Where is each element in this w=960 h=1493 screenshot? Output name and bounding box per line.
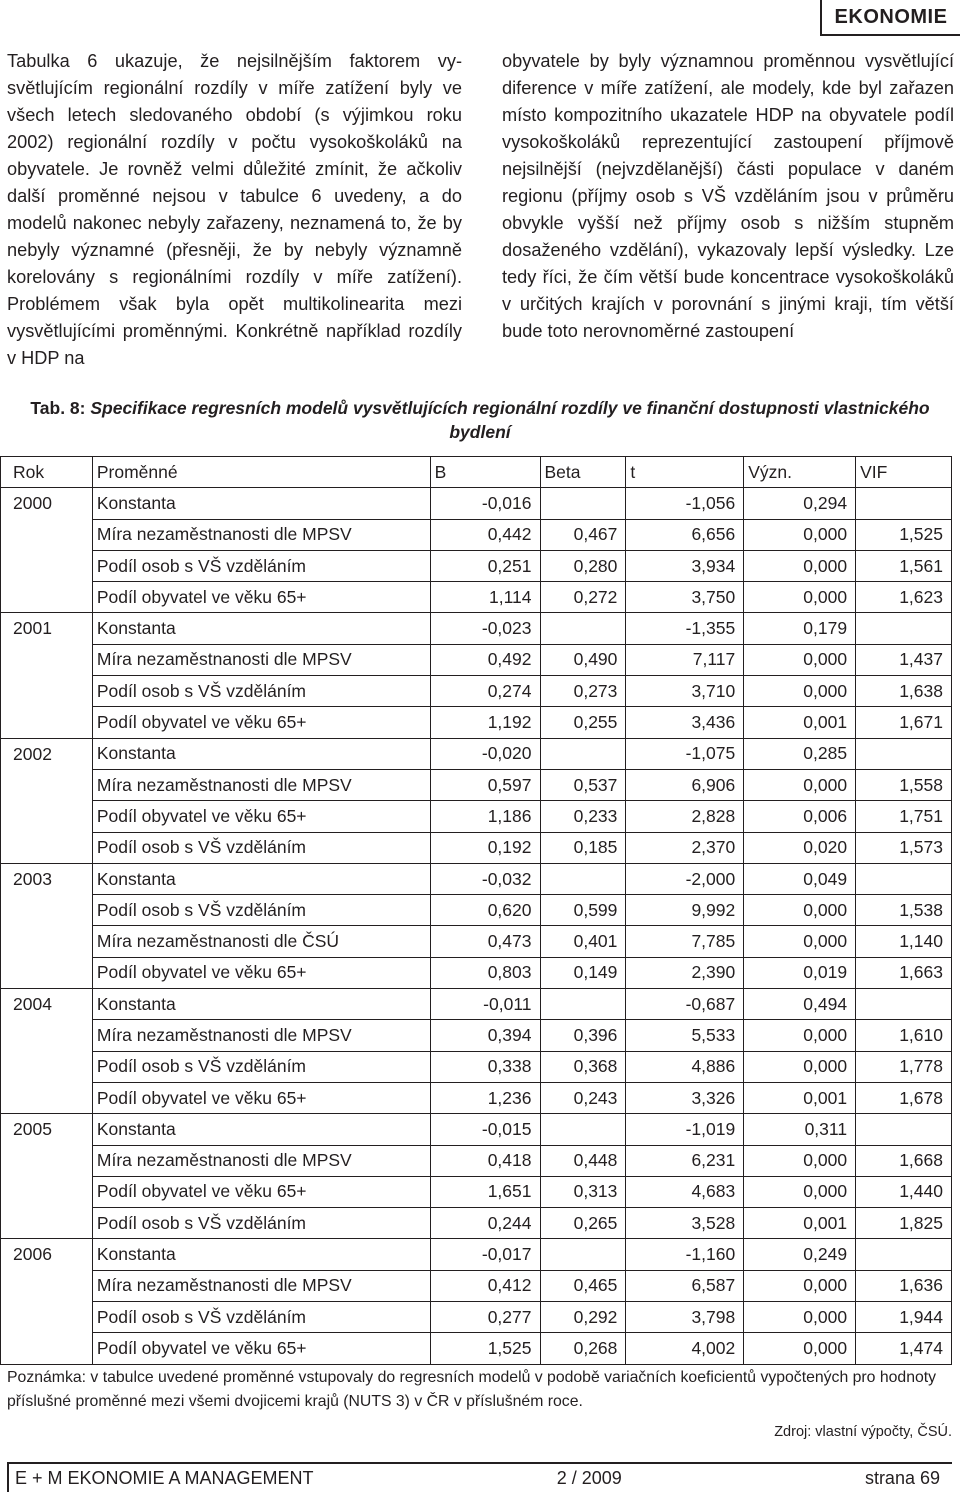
significance-cell: 0,000 <box>744 1270 856 1301</box>
table-row <box>1 613 952 644</box>
beta-cell <box>540 1114 626 1145</box>
variable-cell: Podíl osob s VŠ vzděláním <box>92 550 430 581</box>
year-cell <box>1 801 93 832</box>
significance-cell: 0,249 <box>744 1239 856 1270</box>
year-cell: 2005 <box>1 1114 93 1145</box>
table-row <box>1 644 952 675</box>
t-cell: 7,117 <box>626 644 744 675</box>
vif-cell: 1,437 <box>856 644 952 675</box>
table-row <box>1 1020 952 1051</box>
variable-cell: Konstanta <box>92 1114 430 1145</box>
significance-cell: 0,000 <box>744 1176 856 1207</box>
b-cell: 1,186 <box>430 801 540 832</box>
vif-cell: 1,538 <box>856 895 952 926</box>
year-cell <box>1 519 93 550</box>
t-cell: -1,019 <box>626 1114 744 1145</box>
b-cell: 0,192 <box>430 832 540 863</box>
b-cell: -0,032 <box>430 863 540 894</box>
significance-cell: 0,000 <box>744 676 856 707</box>
year-cell <box>1 769 93 800</box>
year-cell <box>1 1208 93 1239</box>
t-cell: -1,355 <box>626 613 744 644</box>
body-text-left-column: Tabulka 6 ukazuje, že nejsilnějším faktorem vysvětlujícím regionální rozdíly v míře zatížení byly ve všech letech sledovaného období (s výjimkou roku 2002) regionální rozdíly v počtu vysokoškoláků na obyvatele. Je rovněž velmi důležité zmínit, že ačkoliv další proměnné nejsou v tabulce 6 uvedeny, a do modelů nakonec nebyly zařazeny, neznamená to, že by nebyly významné (přesněji, že by nebyly významně korelovány s regionálními rozdíly v míře zatížení). Problémem však byla opět multikolinearita mezi vysvětlujícími proměnnými. Konkrétně například rozdíly v HDP na <box>7 51 462 368</box>
t-cell: 6,587 <box>626 1270 744 1301</box>
beta-cell: 0,268 <box>540 1333 626 1364</box>
table-row <box>1 1145 952 1176</box>
table-row <box>1 550 952 581</box>
significance-cell: 0,019 <box>744 957 856 988</box>
significance-cell: 0,000 <box>744 895 856 926</box>
b-cell: 0,418 <box>430 1145 540 1176</box>
significance-cell: 0,000 <box>744 1020 856 1051</box>
b-cell: -0,023 <box>430 613 540 644</box>
beta-cell: 0,243 <box>540 1082 626 1113</box>
b-cell: 0,394 <box>430 1020 540 1051</box>
table-row <box>1 488 952 519</box>
t-cell: 2,828 <box>626 801 744 832</box>
b-cell: 0,277 <box>430 1302 540 1333</box>
beta-cell: 0,490 <box>540 644 626 675</box>
beta-cell: 0,149 <box>540 957 626 988</box>
b-cell: 0,338 <box>430 1051 540 1082</box>
significance-cell: 0,000 <box>744 644 856 675</box>
beta-cell <box>540 1239 626 1270</box>
t-cell: 3,436 <box>626 707 744 738</box>
year-cell <box>1 582 93 613</box>
beta-cell <box>540 488 626 519</box>
table-row <box>1 1176 952 1207</box>
variable-cell: Míra nezaměstnanosti dle MPSV <box>92 1020 430 1051</box>
b-cell: 0,597 <box>430 769 540 800</box>
variable-cell: Podíl obyvatel ve věku 65+ <box>92 1176 430 1207</box>
variable-cell: Podíl obyvatel ve věku 65+ <box>92 707 430 738</box>
table-row <box>1 738 952 769</box>
table-row <box>1 1302 952 1333</box>
t-cell: -1,075 <box>626 738 744 769</box>
b-cell: -0,017 <box>430 1239 540 1270</box>
significance-cell: 0,494 <box>744 989 856 1020</box>
beta-cell <box>540 738 626 769</box>
significance-cell: 0,311 <box>744 1114 856 1145</box>
variable-cell: Konstanta <box>92 1239 430 1270</box>
variable-cell: Podíl obyvatel ve věku 65+ <box>92 1082 430 1113</box>
b-cell: -0,015 <box>430 1114 540 1145</box>
b-cell: 0,473 <box>430 926 540 957</box>
vif-cell <box>856 1114 952 1145</box>
beta-cell: 0,467 <box>540 519 626 550</box>
vif-cell <box>856 613 952 644</box>
significance-cell: 0,006 <box>744 801 856 832</box>
b-cell: 1,651 <box>430 1176 540 1207</box>
year-cell: 2004 <box>1 989 93 1020</box>
significance-cell: 0,000 <box>744 1333 856 1364</box>
significance-cell: 0,000 <box>744 1302 856 1333</box>
vif-cell: 1,668 <box>856 1145 952 1176</box>
variable-cell: Podíl osob s VŠ vzděláním <box>92 1051 430 1082</box>
header-cell: Význ. <box>744 457 856 488</box>
b-cell: 0,244 <box>430 1208 540 1239</box>
t-cell: -1,160 <box>626 1239 744 1270</box>
vif-cell: 1,751 <box>856 801 952 832</box>
table-row <box>1 676 952 707</box>
b-cell: 0,803 <box>430 957 540 988</box>
t-cell: 4,886 <box>626 1051 744 1082</box>
variable-cell: Podíl osob s VŠ vzděláním <box>92 1208 430 1239</box>
b-cell: 1,236 <box>430 1082 540 1113</box>
b-cell: 0,492 <box>430 644 540 675</box>
significance-cell: 0,000 <box>744 582 856 613</box>
b-cell: 0,251 <box>430 550 540 581</box>
page-footer <box>7 1462 952 1492</box>
table-row <box>1 1114 952 1145</box>
t-cell: 3,934 <box>626 550 744 581</box>
t-cell: 3,798 <box>626 1302 744 1333</box>
t-cell: 6,231 <box>626 1145 744 1176</box>
variable-cell: Konstanta <box>92 613 430 644</box>
t-cell: 2,390 <box>626 957 744 988</box>
variable-cell: Podíl osob s VŠ vzděláním <box>92 832 430 863</box>
table-label: Tab. 8: <box>30 398 86 418</box>
vif-cell: 1,778 <box>856 1051 952 1082</box>
significance-cell: 0,000 <box>744 926 856 957</box>
t-cell: 3,326 <box>626 1082 744 1113</box>
table-row <box>1 895 952 926</box>
header-cell: VIF <box>856 457 952 488</box>
year-cell <box>1 832 93 863</box>
table-row <box>1 1082 952 1113</box>
year-cell <box>1 1302 93 1333</box>
table-row <box>1 519 952 550</box>
table-note: Poznámka: v tabulce uvedené proměnné vstupovaly do regresních modelů v podobě variačních koeficientů vypočtených pro hodnoty příslušné proměnné mezi všemi dvojicemi krajů (NUTS 3) v ČR v příslušném roce. <box>7 1369 937 1410</box>
variable-cell: Míra nezaměstnanosti dle MPSV <box>92 1145 430 1176</box>
year-cell <box>1 644 93 675</box>
year-cell: 2000 <box>1 488 93 519</box>
variable-cell: Konstanta <box>92 989 430 1020</box>
vif-cell: 1,944 <box>856 1302 952 1333</box>
header-cell: Proměnné <box>92 457 430 488</box>
year-cell <box>1 1270 93 1301</box>
t-cell: -2,000 <box>626 863 744 894</box>
variable-cell: Podíl obyvatel ve věku 65+ <box>92 582 430 613</box>
year-cell <box>1 1145 93 1176</box>
year-cell: 2006 <box>1 1239 93 1270</box>
variable-cell: Podíl obyvatel ve věku 65+ <box>92 957 430 988</box>
vif-cell: 1,561 <box>856 550 952 581</box>
vif-cell: 1,474 <box>856 1333 952 1364</box>
beta-cell: 0,313 <box>540 1176 626 1207</box>
vif-cell: 1,558 <box>856 769 952 800</box>
significance-cell: 0,049 <box>744 863 856 894</box>
beta-cell: 0,255 <box>540 707 626 738</box>
t-cell: 4,002 <box>626 1333 744 1364</box>
vif-cell <box>856 989 952 1020</box>
beta-cell: 0,401 <box>540 926 626 957</box>
t-cell: 9,992 <box>626 895 744 926</box>
variable-cell: Míra nezaměstnanosti dle MPSV <box>92 644 430 675</box>
issue-number: 2 / 2009 <box>556 1467 622 1488</box>
t-cell: 6,906 <box>626 769 744 800</box>
significance-cell: 0,179 <box>744 613 856 644</box>
year-cell: 2003 <box>1 863 93 894</box>
year-cell <box>1 1176 93 1207</box>
beta-cell: 0,599 <box>540 895 626 926</box>
variable-cell: Podíl osob s VŠ vzděláním <box>92 676 430 707</box>
header-cell: Rok <box>1 457 93 488</box>
year-cell <box>1 550 93 581</box>
table-row <box>1 957 952 988</box>
t-cell: 3,710 <box>626 676 744 707</box>
significance-cell: 0,294 <box>744 488 856 519</box>
beta-cell: 0,265 <box>540 1208 626 1239</box>
vif-cell: 1,636 <box>856 1270 952 1301</box>
t-cell: 3,528 <box>626 1208 744 1239</box>
significance-cell: 0,001 <box>744 1082 856 1113</box>
header-cell: t <box>626 457 744 488</box>
year-cell <box>1 707 93 738</box>
variable-cell: Míra nezaměstnanosti dle MPSV <box>92 519 430 550</box>
table-row <box>1 769 952 800</box>
vif-cell: 1,623 <box>856 582 952 613</box>
significance-cell: 0,001 <box>744 1208 856 1239</box>
b-cell: 0,412 <box>430 1270 540 1301</box>
t-cell: 3,750 <box>626 582 744 613</box>
variable-cell: Podíl obyvatel ve věku 65+ <box>92 1333 430 1364</box>
body-text-right-column: obyvatele by byly významnou proměnnou vysvětlující diference v míře zatížení, ale modely, kde byl zařazen místo kompozitního ukazatele HDP na obyvatele podíl vysokoškoláků reprezentující zastoupení příjmově nejsilnější (nejvzdělanější) části populace v daném regionu (příjmy osob s VŠ vzděláním jsou v průměru obvykle vyšší než příjmy osob s nižším stupněm dosaženého vzdělání), vykazovaly lepší výsledky. Lze tedy říci, že čím větší bude koncentrace vysokoškoláků v určitých krajích v porovnání s jinými kraji, tím větší bude toto nerovnoměrné zastoupení <box>502 51 954 341</box>
b-cell: 1,114 <box>430 582 540 613</box>
t-cell: 7,785 <box>626 926 744 957</box>
table-row <box>1 1333 952 1364</box>
t-cell: -0,687 <box>626 989 744 1020</box>
variable-cell: Konstanta <box>92 863 430 894</box>
table-row <box>1 707 952 738</box>
year-cell: 2001 <box>1 613 93 644</box>
table-row <box>1 1208 952 1239</box>
beta-cell <box>540 613 626 644</box>
table-row <box>1 1270 952 1301</box>
t-cell: 6,656 <box>626 519 744 550</box>
variable-cell: Konstanta <box>92 488 430 519</box>
table-row <box>1 989 952 1020</box>
b-cell: -0,016 <box>430 488 540 519</box>
table-row <box>1 801 952 832</box>
variable-cell: Konstanta <box>92 738 430 769</box>
vif-cell: 1,825 <box>856 1208 952 1239</box>
significance-cell: 0,000 <box>744 769 856 800</box>
vif-cell <box>856 488 952 519</box>
significance-cell: 0,001 <box>744 707 856 738</box>
beta-cell <box>540 989 626 1020</box>
table-row <box>1 1239 952 1270</box>
beta-cell: 0,396 <box>540 1020 626 1051</box>
year-cell <box>1 1333 93 1364</box>
year-cell <box>1 895 93 926</box>
beta-cell: 0,368 <box>540 1051 626 1082</box>
beta-cell: 0,448 <box>540 1145 626 1176</box>
vif-cell <box>856 1239 952 1270</box>
vif-cell: 1,440 <box>856 1176 952 1207</box>
table-header-row <box>1 457 952 488</box>
vif-cell: 1,140 <box>856 926 952 957</box>
table-row <box>1 1051 952 1082</box>
variable-cell: Míra nezaměstnanosti dle MPSV <box>92 1270 430 1301</box>
t-cell: 5,533 <box>626 1020 744 1051</box>
vif-cell <box>856 738 952 769</box>
beta-cell: 0,233 <box>540 801 626 832</box>
year-cell <box>1 1082 93 1113</box>
b-cell: -0,011 <box>430 989 540 1020</box>
significance-cell: 0,000 <box>744 1145 856 1176</box>
year-cell: 2002 <box>1 738 93 769</box>
header-cell: B <box>430 457 540 488</box>
page-number: strana 69 <box>864 1467 940 1488</box>
table-source: Zdroj: vlastní výpočty, ČSÚ. <box>774 1424 952 1440</box>
b-cell: 1,525 <box>430 1333 540 1364</box>
vif-cell: 1,573 <box>856 832 952 863</box>
vif-cell: 1,638 <box>856 676 952 707</box>
table-row <box>1 926 952 957</box>
table-row <box>1 582 952 613</box>
beta-cell: 0,273 <box>540 676 626 707</box>
year-cell <box>1 1020 93 1051</box>
vif-cell <box>856 863 952 894</box>
regression-table <box>0 456 952 1365</box>
vif-cell: 1,610 <box>856 1020 952 1051</box>
beta-cell: 0,465 <box>540 1270 626 1301</box>
header-cell: Beta <box>540 457 626 488</box>
b-cell: -0,020 <box>430 738 540 769</box>
table-caption <box>0 396 960 444</box>
vif-cell: 1,663 <box>856 957 952 988</box>
year-cell <box>1 926 93 957</box>
variable-cell: Míra nezaměstnanosti dle ČSÚ <box>92 926 430 957</box>
beta-cell: 0,292 <box>540 1302 626 1333</box>
beta-cell: 0,280 <box>540 550 626 581</box>
beta-cell <box>540 863 626 894</box>
table-row <box>1 832 952 863</box>
significance-cell: 0,000 <box>744 550 856 581</box>
b-cell: 0,274 <box>430 676 540 707</box>
b-cell: 0,620 <box>430 895 540 926</box>
b-cell: 1,192 <box>430 707 540 738</box>
journal-name: E + M EKONOMIE A MANAGEMENT <box>15 1467 314 1488</box>
t-cell: -1,056 <box>626 488 744 519</box>
t-cell: 2,370 <box>626 832 744 863</box>
variable-cell: Podíl obyvatel ve věku 65+ <box>92 801 430 832</box>
year-cell <box>1 1051 93 1082</box>
vif-cell: 1,678 <box>856 1082 952 1113</box>
vif-cell: 1,671 <box>856 707 952 738</box>
variable-cell: Podíl osob s VŠ vzděláním <box>92 895 430 926</box>
t-cell: 4,683 <box>626 1176 744 1207</box>
table-row <box>1 863 952 894</box>
significance-cell: 0,020 <box>744 832 856 863</box>
vif-cell: 1,525 <box>856 519 952 550</box>
beta-cell: 0,537 <box>540 769 626 800</box>
section-tag: EKONOMIE <box>820 0 960 36</box>
variable-cell: Míra nezaměstnanosti dle MPSV <box>92 769 430 800</box>
table-title: Specifikace regresních modelů vysvětlujících regionální rozdíly ve finanční dostupnosti vlastnického bydlení <box>90 398 930 442</box>
significance-cell: 0,285 <box>744 738 856 769</box>
year-cell <box>1 676 93 707</box>
beta-cell: 0,185 <box>540 832 626 863</box>
variable-cell: Podíl osob s VŠ vzděláním <box>92 1302 430 1333</box>
significance-cell: 0,000 <box>744 1051 856 1082</box>
b-cell: 0,442 <box>430 519 540 550</box>
significance-cell: 0,000 <box>744 519 856 550</box>
year-cell <box>1 957 93 988</box>
beta-cell: 0,272 <box>540 582 626 613</box>
